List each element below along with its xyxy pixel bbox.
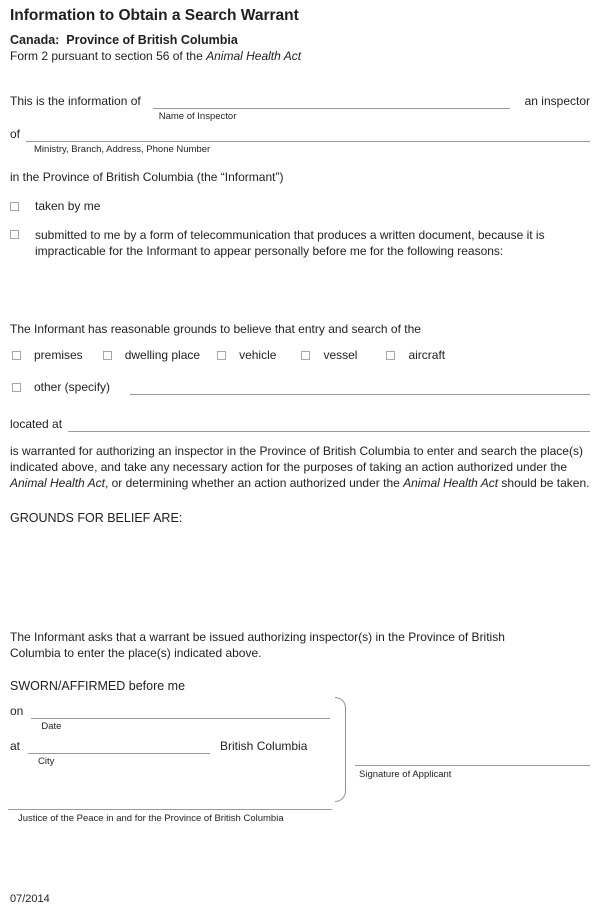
place-option-dwelling xyxy=(103,348,200,363)
british-columbia-text: British Columbia xyxy=(220,739,308,753)
aircraft-checkbox[interactable] xyxy=(386,351,395,360)
attestation-option-submitted xyxy=(10,227,590,259)
premises-checkbox[interactable] xyxy=(12,351,21,360)
other-specify-field[interactable] xyxy=(130,381,590,395)
ministry-field[interactable] xyxy=(26,128,590,142)
city-fieldwrap xyxy=(28,740,210,767)
form-version: 07/2014 xyxy=(10,893,50,905)
sworn-city-row xyxy=(10,739,340,767)
signature-of-applicant-sublabel: Signature of Applicant xyxy=(359,769,452,780)
grounds-for-belief-heading: GROUNDS FOR BELIEF ARE: xyxy=(10,511,183,525)
date-fieldwrap xyxy=(31,705,330,732)
justice-of-the-peace-block xyxy=(8,809,332,824)
sworn-affirmed-heading: SWORN/AFFIRMED before me xyxy=(10,679,186,693)
taken-by-me-checkbox[interactable] xyxy=(10,202,19,211)
name-of-inspector-fieldwrap xyxy=(153,95,510,122)
vehicle-checkbox[interactable] xyxy=(217,351,226,360)
ministry-sublabel: Ministry, Branch, Address, Phone Number xyxy=(34,144,211,155)
province-informant-line: in the Province of British Columbia (the “Informant”) xyxy=(10,170,284,184)
country-province-line: Canada: Province of British Columbia xyxy=(10,33,238,47)
justice-signature-field[interactable] xyxy=(8,809,332,810)
date-field[interactable] xyxy=(31,705,330,719)
other-checkbox[interactable] xyxy=(12,383,21,392)
located-at-fieldwrap xyxy=(68,418,590,432)
taken-by-me-label: taken by me xyxy=(35,199,101,213)
name-of-inspector-sublabel: Name of Inspector xyxy=(158,111,237,122)
name-of-inspector-field[interactable] xyxy=(153,95,510,109)
grounds-intro-line: The Informant has reasonable grounds to believe that entry and search of the xyxy=(10,322,421,336)
city-sublabel: City xyxy=(38,756,55,767)
ministry-row xyxy=(10,127,590,155)
vehicle-label: vehicle xyxy=(239,348,277,362)
sworn-date-row xyxy=(10,704,330,732)
place-option-aircraft xyxy=(386,348,445,363)
aircraft-label: aircraft xyxy=(408,348,446,362)
place-type-row xyxy=(10,348,590,363)
vessel-label: vessel xyxy=(323,348,358,362)
dwelling-place-label: dwelling place xyxy=(124,348,201,362)
form-statute-line: Form 2 pursuant to section 56 of the Animal Health Act xyxy=(10,49,302,63)
of-prefix: of xyxy=(10,127,21,141)
place-option-other xyxy=(10,380,590,395)
located-at-row xyxy=(10,417,590,432)
warrant-authorization-paragraph: is warranted for authorizing an inspector in the Province of British Columbia to enter and search the place(s) indicated above, and take any necessary action for the purposes of taking an action authorized under the Animal Health Act, or determining whether an action authorized under the Animal Health Act should be taken. xyxy=(10,444,590,490)
page-title: Information to Obtain a Search Warrant xyxy=(10,7,299,24)
submitted-telecom-checkbox[interactable] xyxy=(10,230,19,239)
at-prefix: at xyxy=(10,739,21,753)
located-at-prefix: located at xyxy=(10,417,63,431)
justice-sublabel: Justice of the Peace in and for the Province of British Columbia xyxy=(18,813,284,824)
information-of-row xyxy=(10,94,590,122)
an-inspector-suffix: an inspector xyxy=(524,94,590,108)
dwelling-place-checkbox[interactable] xyxy=(103,351,112,360)
ministry-fieldwrap xyxy=(26,128,590,155)
date-sublabel: Date xyxy=(41,721,62,732)
city-field[interactable] xyxy=(28,740,210,754)
on-prefix: on xyxy=(10,704,24,718)
warrant-request-paragraph: The Informant asks that a warrant be issued authorizing inspector(s) in the Province of British Columbia to enter the place(s) indicated above. xyxy=(10,630,505,660)
grouping-bracket xyxy=(335,697,346,802)
signature-of-applicant-field[interactable] xyxy=(355,765,590,766)
place-option-vehicle xyxy=(217,348,276,363)
other-specify-fieldwrap xyxy=(130,381,590,395)
attestation-option-taken xyxy=(10,199,590,214)
place-option-vessel xyxy=(301,348,357,363)
other-label: other (specify) xyxy=(34,380,111,394)
vessel-checkbox[interactable] xyxy=(301,351,310,360)
submitted-telecom-label: submitted to me by a form of telecommunication that produces a written document, because it is impracticable for the Informant to appear personally before me for the following reasons: xyxy=(35,228,545,258)
place-option-premises xyxy=(12,348,83,363)
located-at-field[interactable] xyxy=(68,418,590,432)
signature-of-applicant-block xyxy=(355,765,590,780)
sworn-section xyxy=(10,697,590,832)
information-of-prefix: This is the information of xyxy=(10,94,141,108)
premises-label: premises xyxy=(34,348,83,362)
